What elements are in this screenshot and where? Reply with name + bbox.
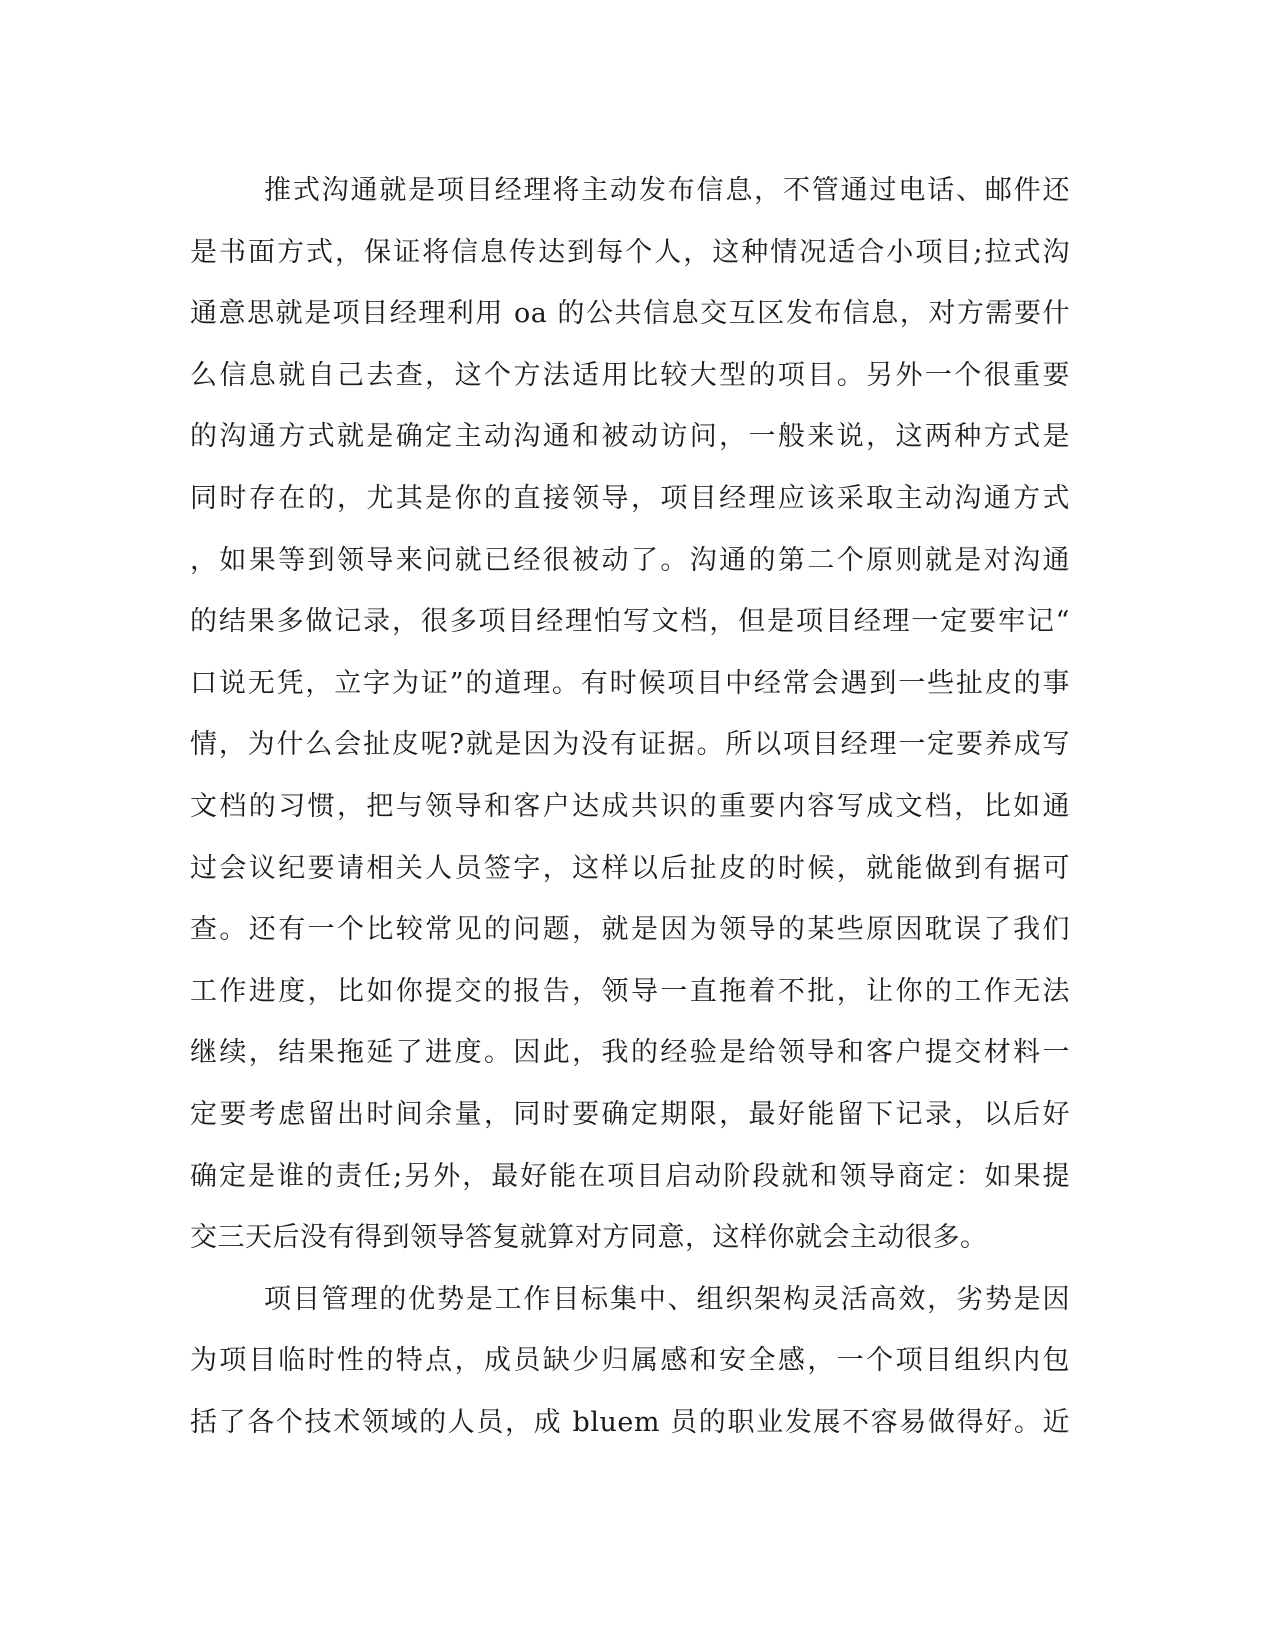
text-line: 项目管理的优势是工作目标集中、组织架构灵活高效，劣势是因 — [264, 1283, 1070, 1315]
body-text — [190, 160, 1070, 1453]
text-line: 工作进度，比如你提交的报告，领导一直拖着不批，让你的工作无法 — [190, 975, 1070, 1007]
text-line: ，如果等到领导来问就已经很被动了。沟通的第二个原则就是对沟通 — [190, 544, 1070, 576]
text-line: 继续，结果拖延了进度。因此，我的经验是给领导和客户提交材料一 — [190, 1037, 1070, 1069]
text-line: 是书面方式，保证将信息传达到每个人，这种情况适合小项目;拉式沟 — [190, 236, 1070, 268]
text-line: 情，为什么会扯皮呢?就是因为没有证据。所以项目经理一定要养成写 — [190, 729, 1070, 761]
text-line: 么信息就自己去查，这个方法适用比较大型的项目。另外一个很重要 — [190, 359, 1070, 391]
text-line: 交三天后没有得到领导答复就算对方同意，这样你就会主动很多。 — [190, 1222, 988, 1254]
text-line: 同时存在的，尤其是你的直接领导，项目经理应该采取主动沟通方式 — [190, 482, 1070, 514]
text-line: 的结果多做记录，很多项目经理怕写文档，但是项目经理一定要牢记“ — [190, 606, 1070, 638]
text-line: 确定是谁的责任;另外，最好能在项目启动阶段就和领导商定：如果提 — [190, 1160, 1070, 1192]
text-line: 查。还有一个比较常见的问题，就是因为领导的某些原因耽误了我们 — [190, 914, 1070, 946]
text-line: 括了各个技术领域的人员，成 bluem 员的职业发展不容易做得好。近 — [190, 1406, 1070, 1438]
text-line: 定要考虑留出时间余量，同时要确定期限，最好能留下记录，以后好 — [190, 1098, 1070, 1130]
text-line: 为项目临时性的特点，成员缺少归属感和安全感，一个项目组织内包 — [190, 1345, 1070, 1377]
text-line: 的沟通方式就是确定主动沟通和被动访问，一般来说，这两种方式是 — [190, 421, 1070, 453]
text-line: 文档的习惯，把与领导和客户达成共识的重要内容写成文档，比如通 — [190, 790, 1070, 822]
paragraph-1 — [190, 160, 1070, 1269]
paragraph-2 — [190, 1269, 1070, 1454]
text-line: 通意思就是项目经理利用 oa 的公共信息交互区发布信息，对方需要什 — [190, 298, 1070, 330]
text-line: 推式沟通就是项目经理将主动发布信息，不管通过电话、邮件还 — [264, 175, 1070, 206]
text-line: 口说无凭，立字为证”的道理。有时候项目中经常会遇到一些扯皮的事 — [190, 667, 1070, 699]
text-line: 过会议纪要请相关人员签字，这样以后扯皮的时候，就能做到有据可 — [190, 852, 1070, 884]
